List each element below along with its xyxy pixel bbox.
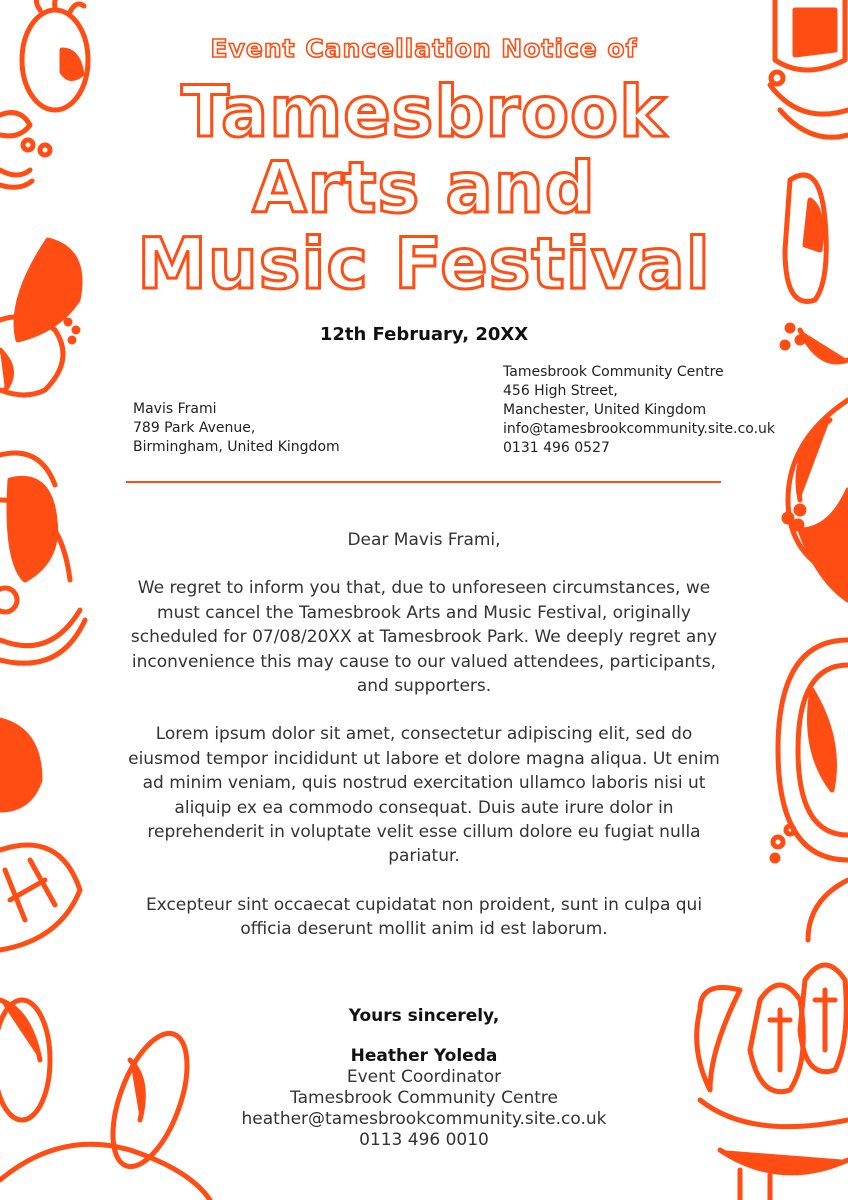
right-tongue-face-icon (784, 400, 848, 600)
closing: Yours sincerely, (348, 1006, 500, 1026)
sender-phone: 0131 496 0527 (503, 440, 610, 456)
letter-body (126, 528, 722, 966)
recipient-address (133, 400, 340, 457)
left-bunny-face-icon (0, 240, 80, 395)
signature-block (0, 1046, 848, 1151)
left-mouth-face-icon (0, 720, 80, 950)
festival-title (100, 71, 748, 305)
right-top-face-icon (770, 0, 848, 137)
signature-phone: 0113 496 0010 (359, 1130, 489, 1150)
recipient-name: Mavis Frami (133, 401, 217, 417)
salutation: Dear Mavis Frami, (347, 530, 501, 550)
signature-name: Heather Yoleda (350, 1046, 498, 1066)
right-open-mouth-icon (772, 640, 848, 861)
recipient-street: 789 Park Avenue, (133, 420, 256, 436)
paragraph-3: Excepteur sint occaecat cupidatat non proident, sunt in culpa qui officia deserunt mollit anim id est laborum. (145, 894, 703, 940)
sender-email: info@tamesbrookcommunity.site.co.uk (503, 421, 776, 437)
letter-date: 12th February, 20XX (319, 324, 529, 345)
divider-line (126, 481, 721, 483)
signature-email: heather@tamesbrookcommunity.site.co.uk (241, 1109, 607, 1129)
sender-org: Tamesbrook Community Centre (503, 364, 724, 380)
recipient-city: Birmingham, United Kingdom (133, 439, 340, 455)
sender-address (503, 363, 775, 458)
paragraph-1: We regret to inform you that, due to unforeseen circumstances, we must cancel the Tamesbrook Arts and Music Festival, originally scheduled for 07/08/20XX at Tamesbrook Park. We deeply regret any inconvenience this may cause to our valued attendees, participants, and supporters. (130, 578, 718, 697)
left-round-face-icon (0, 453, 85, 663)
paragraph-2: Lorem ipsum dolor sit amet, consectetur adipiscing elit, sed do eiusmod tempor incididunt ut labore et dolore magna aliqua. Ut enim ad minim veniam, quis nostrud exercitation ullamco laboris nisi ut aliquip ex ea commodo consequat. Duis aute irure dolor in reprehenderit in voluptate velit esse cillum dolore eu fugiat nulla pariatur. (128, 724, 720, 867)
sender-street: 456 High Street, (503, 383, 618, 399)
notice-label: Event Cancellation Notice of (210, 34, 638, 63)
festival-title-line-2: Arts and (252, 147, 596, 229)
festival-title-line-1: Tamesbrook (181, 71, 667, 153)
left-eye-top-icon (0, 0, 88, 187)
sender-city: Manchester, United Kingdom (503, 402, 707, 418)
signature-title: Event Coordinator (346, 1067, 502, 1087)
signature-org: Tamesbrook Community Centre (290, 1088, 558, 1108)
festival-title-line-3: Music Festival (137, 223, 711, 305)
